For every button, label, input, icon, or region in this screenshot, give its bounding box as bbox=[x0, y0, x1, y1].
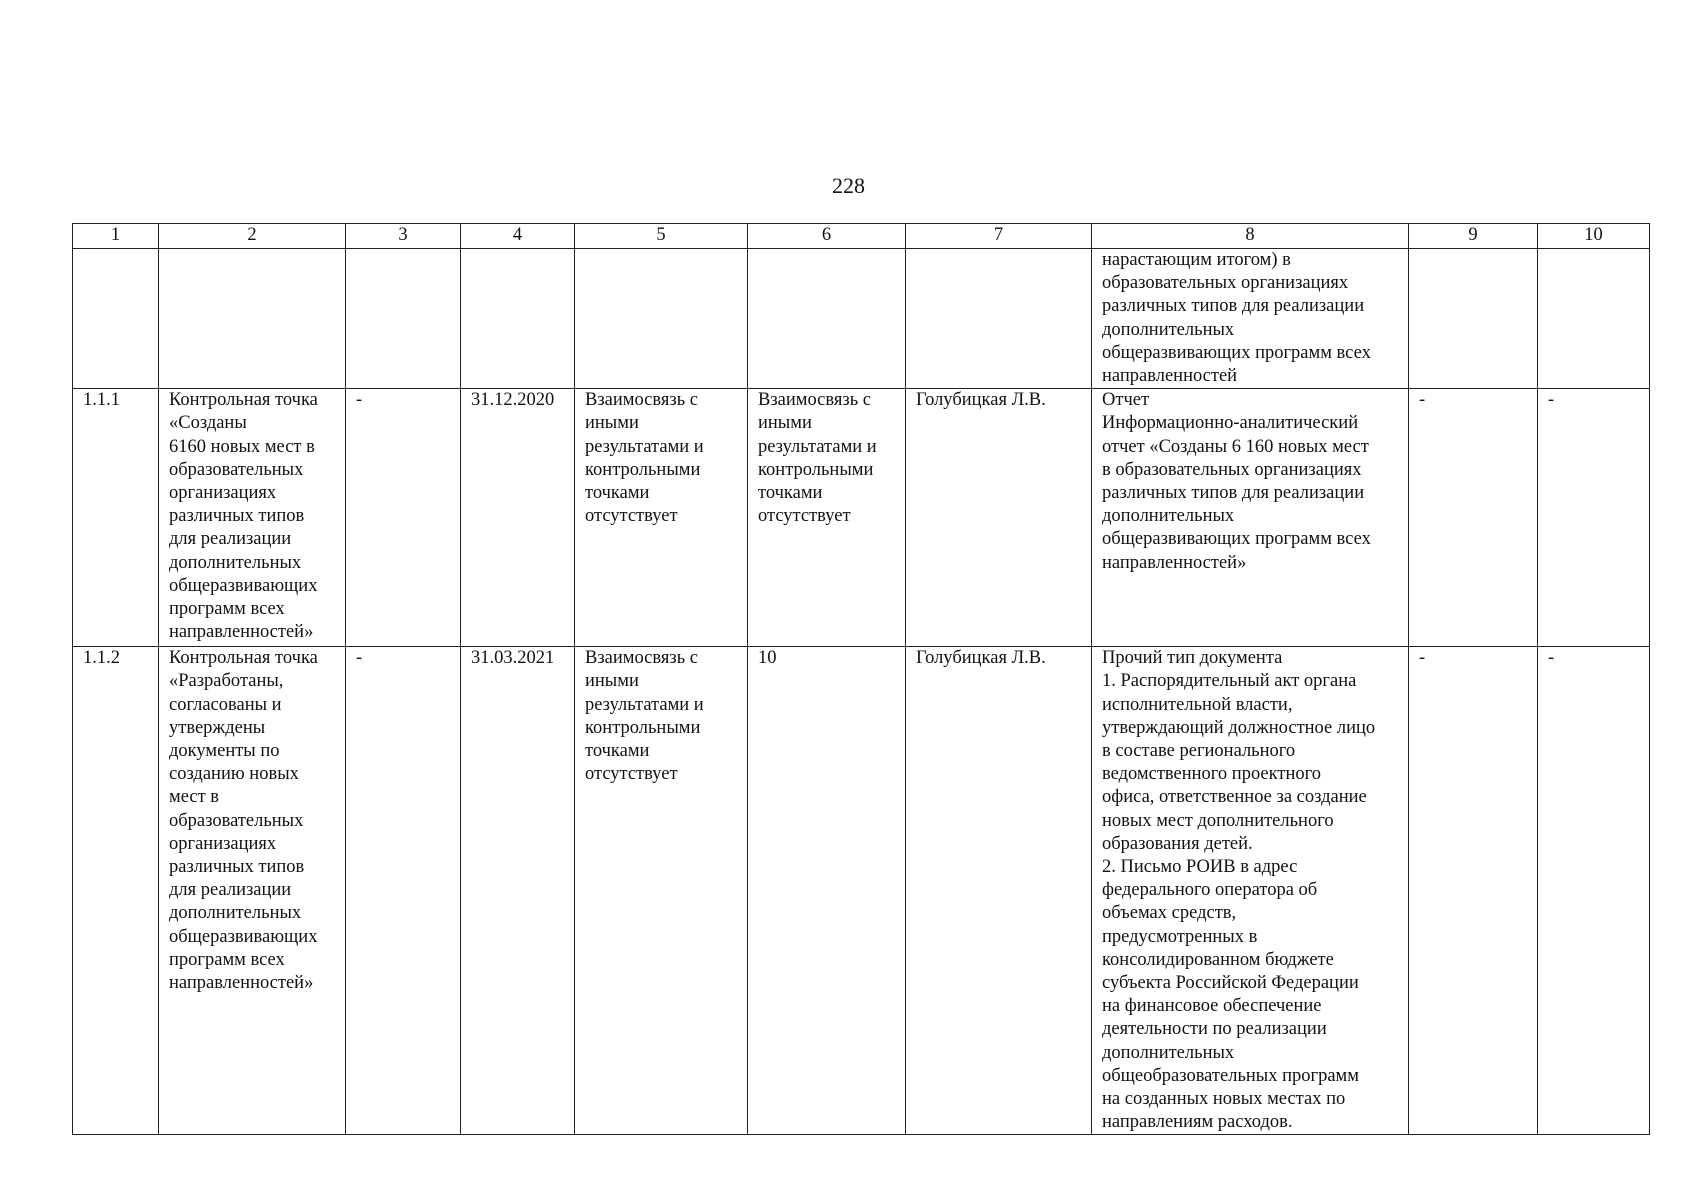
cell-col5 bbox=[575, 249, 748, 389]
cell-number: 1.1.2 bbox=[73, 647, 159, 1135]
cell-col9 bbox=[1409, 249, 1538, 389]
column-header-1: 1 bbox=[73, 224, 159, 249]
cell-number: 1.1.1 bbox=[73, 389, 159, 647]
cell-date: 31.12.2020 bbox=[461, 389, 575, 647]
column-header-7: 7 bbox=[906, 224, 1092, 249]
cell-name: Контрольная точка «Созданы 6160 новых мест в образовательных организациях различных типов для реализации дополнительных общеразвивающих программ всех направленностей» bbox=[159, 389, 346, 647]
column-header-4: 4 bbox=[461, 224, 575, 249]
table-row-1-1-2 bbox=[73, 647, 1650, 1135]
cell-col10: - bbox=[1538, 647, 1650, 1135]
cell-col5: Взаимосвязь с иными результатами и контрольными точками отсутствует bbox=[575, 389, 748, 647]
cell-col9: - bbox=[1409, 389, 1538, 647]
column-header-5: 5 bbox=[575, 224, 748, 249]
cell-col3 bbox=[346, 249, 461, 389]
column-header-2: 2 bbox=[159, 224, 346, 249]
document-table bbox=[72, 223, 1650, 1135]
cell-date: 31.03.2021 bbox=[461, 647, 575, 1135]
column-header-10: 10 bbox=[1538, 224, 1650, 249]
cell-col6: 10 bbox=[748, 647, 906, 1135]
cell-date bbox=[461, 249, 575, 389]
cell-col6 bbox=[748, 249, 906, 389]
cell-document: Прочий тип документа 1. Распорядительный акт органа исполнительной власти, утверждающий должностное лицо в составе регионального ведомственного проектного офиса, ответственное за создание новых мест дополнительного образования детей. 2. Письмо РОИВ в адрес федерального оператора об объемах средств, предусмотренных в консолидированном бюджете субъекта Российской Федерации на финансовое обеспечение деятельности по реализации дополнительных общеобразовательных программ на созданных новых местах по направлениям расходов. bbox=[1092, 647, 1409, 1135]
cell-responsible bbox=[906, 249, 1092, 389]
page-number: 228 bbox=[832, 173, 865, 198]
column-header-3: 3 bbox=[346, 224, 461, 249]
cell-col5: Взаимосвязь с иными результатами и контрольными точками отсутствует bbox=[575, 647, 748, 1135]
cell-document: нарастающим итогом) в образовательных организациях различных типов для реализации дополнительных общеразвивающих программ всех направленностей bbox=[1092, 249, 1409, 389]
cell-col6: Взаимосвязь с иными результатами и контрольными точками отсутствует bbox=[748, 389, 906, 647]
table-header-row bbox=[73, 224, 1650, 249]
cell-document: Отчет Информационно-аналитический отчет «Созданы 6 160 новых мест в образовательных организациях различных типов для реализации дополнительных общеразвивающих программ всех направленностей» bbox=[1092, 389, 1409, 647]
cell-col10: - bbox=[1538, 389, 1650, 647]
table-row-1-1-1 bbox=[73, 389, 1650, 647]
cell-responsible: Голубицкая Л.В. bbox=[906, 389, 1092, 647]
cell-name: Контрольная точка «Разработаны, согласованы и утверждены документы по созданию новых мест в образовательных организациях различных типов для реализации дополнительных общеразвивающих программ всех направленностей» bbox=[159, 647, 346, 1135]
cell-number bbox=[73, 249, 159, 389]
column-header-8: 8 bbox=[1092, 224, 1409, 249]
cell-col9: - bbox=[1409, 647, 1538, 1135]
cell-responsible: Голубицкая Л.В. bbox=[906, 647, 1092, 1135]
cell-col10 bbox=[1538, 249, 1650, 389]
table-row-continued bbox=[73, 249, 1650, 389]
cell-col3: - bbox=[346, 389, 461, 647]
cell-name bbox=[159, 249, 346, 389]
cell-col3: - bbox=[346, 647, 461, 1135]
column-header-9: 9 bbox=[1409, 224, 1538, 249]
column-header-6: 6 bbox=[748, 224, 906, 249]
